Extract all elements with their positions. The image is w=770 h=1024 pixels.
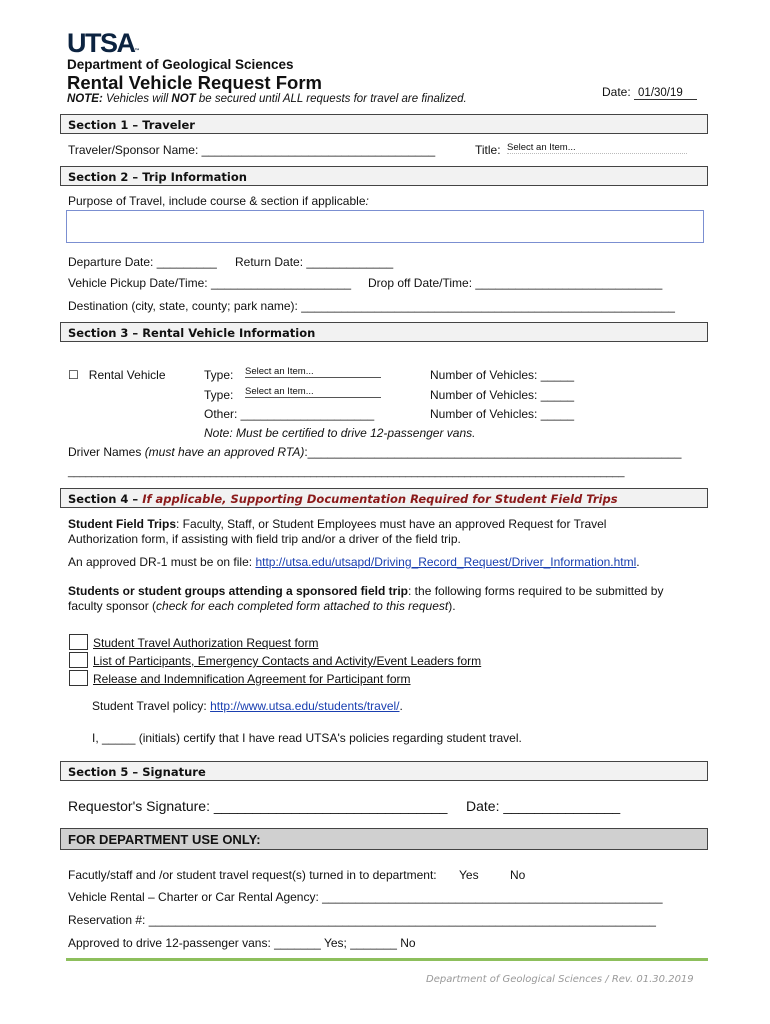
purpose-input[interactable] <box>66 210 704 243</box>
driver-names-field[interactable]: Driver Names (must have an approved RTA):________________________________________________________ <box>68 445 682 459</box>
dr1-link[interactable]: http://utsa.edu/utsapd/Driving_Record_Request/Driver_Information.html <box>255 555 637 569</box>
policy-text: Student Travel policy: http://www.utsa.edu/students/travel/. <box>92 699 403 713</box>
department-name: Department of Geological Sciences <box>67 57 294 72</box>
return-date-field[interactable]: Return Date: _____________ <box>235 255 394 269</box>
signature-date-field[interactable]: Date: _______________ <box>466 798 621 814</box>
driver-names-line-2[interactable]: ______________________________________________________________________________________________ <box>68 466 625 478</box>
section-3-header: Section 3 – Rental Vehicle Information <box>60 322 708 342</box>
form-checkbox-1[interactable] <box>69 634 88 650</box>
purpose-label: Purpose of Travel, include course & section if applicable: <box>68 194 369 208</box>
certification-note: Note: Must be certified to drive 12-passenger vans. <box>204 426 476 440</box>
form-item-2: List of Participants, Emergency Contacts and Activity/Event Leaders form <box>93 654 482 668</box>
section-2-header: Section 2 – Trip Information <box>60 166 708 186</box>
traveler-name-field[interactable]: Traveler/Sponsor Name: ___________________________________ <box>68 143 436 157</box>
note: NOTE: Vehicles will NOT be secured until ALL requests for travel are finalized. <box>67 93 467 105</box>
footer-divider <box>66 958 708 961</box>
section-5-header: Section 5 – Signature <box>60 761 708 781</box>
rental-agency-field[interactable]: Vehicle Rental – Charter or Car Rental Agency: ___________________________________________________ <box>68 890 663 904</box>
title-select[interactable]: Select an Item... <box>507 142 687 154</box>
rental-vehicle-checkbox[interactable]: ☐ Rental Vehicle <box>68 368 166 382</box>
number-vehicles-2[interactable]: Number of Vehicles: _____ <box>430 388 575 402</box>
turned-in-label: Facutly/staff and /or student travel request(s) turned in to department: <box>68 868 437 882</box>
checkbox-icon: ☐ <box>68 368 79 382</box>
number-vehicles-1[interactable]: Number of Vehicles: _____ <box>430 368 575 382</box>
date-input[interactable]: 01/30/19 <box>634 87 697 100</box>
turned-in-yes[interactable]: Yes <box>459 868 479 882</box>
type-select-2[interactable]: Select an Item... <box>245 386 381 398</box>
policy-link[interactable]: http://www.utsa.edu/students/travel/ <box>210 699 400 713</box>
signature-field[interactable]: Requestor's Signature: ______________________________ <box>68 798 448 814</box>
utsa-logo: UTSA™ <box>67 28 140 58</box>
destination-field[interactable]: Destination (city, state, county; park name): ________________________________________________________ <box>68 299 675 313</box>
turned-in-no[interactable]: No <box>510 868 526 882</box>
form-title: Rental Vehicle Request Form <box>67 72 322 93</box>
dr1-text: An approved DR-1 must be on file: http://utsa.edu/utsapd/Driving_Record_Request/Driver_Information.html. <box>68 555 640 569</box>
pickup-field[interactable]: Vehicle Pickup Date/Time: _____________________ <box>68 276 352 290</box>
student-field-trips-text: Student Field Trips: Faculty, Staff, or Student Employees must have an approved Request for Travel Authorization form, if assisting with field trip and/or a driver of the field trip. <box>68 517 607 546</box>
number-vehicles-3[interactable]: Number of Vehicles: _____ <box>430 407 575 421</box>
title-label: Title: <box>475 143 501 157</box>
section-4-header: Section 4 – If applicable, Supporting Documentation Required for Student Field Trips <box>60 488 708 508</box>
other-field[interactable]: Other: ____________________ <box>204 407 375 421</box>
form-item-1: Student Travel Authorization Request form <box>93 636 319 650</box>
date-field: Date: 01/30/19 <box>602 85 697 100</box>
reservation-field[interactable]: Reservation #: ____________________________________________________________________________ <box>68 913 656 927</box>
type-select-1[interactable]: Select an Item... <box>245 366 381 378</box>
departure-date-field[interactable]: Departure Date: _________ <box>68 255 217 269</box>
type-label-2: Type: <box>204 388 234 402</box>
certify-initials-field[interactable]: I, _____ (initials) certify that I have read UTSA's policies regarding student travel. <box>92 731 522 745</box>
dropoff-field[interactable]: Drop off Date/Time: ____________________________ <box>368 276 663 290</box>
form-checkbox-2[interactable] <box>69 652 88 668</box>
form-checkbox-3[interactable] <box>69 670 88 686</box>
department-use-header: FOR DEPARTMENT USE ONLY: <box>60 828 708 850</box>
form-item-3: Release and Indemnification Agreement for Participant form <box>93 672 411 686</box>
section-1-header: Section 1 – Traveler <box>60 114 708 134</box>
footer-text: Department of Geological Sciences / Rev. 01.30.2019 <box>426 974 694 985</box>
type-label-1: Type: <box>204 368 234 382</box>
sponsored-trip-text: Students or student groups attending a sponsored field trip: the following forms required to be submitted by faculty sponsor (check for each completed form attached to this request). <box>68 584 664 613</box>
approved-vans-field[interactable]: Approved to drive 12-passenger vans: _______ Yes; _______ No <box>68 936 416 950</box>
